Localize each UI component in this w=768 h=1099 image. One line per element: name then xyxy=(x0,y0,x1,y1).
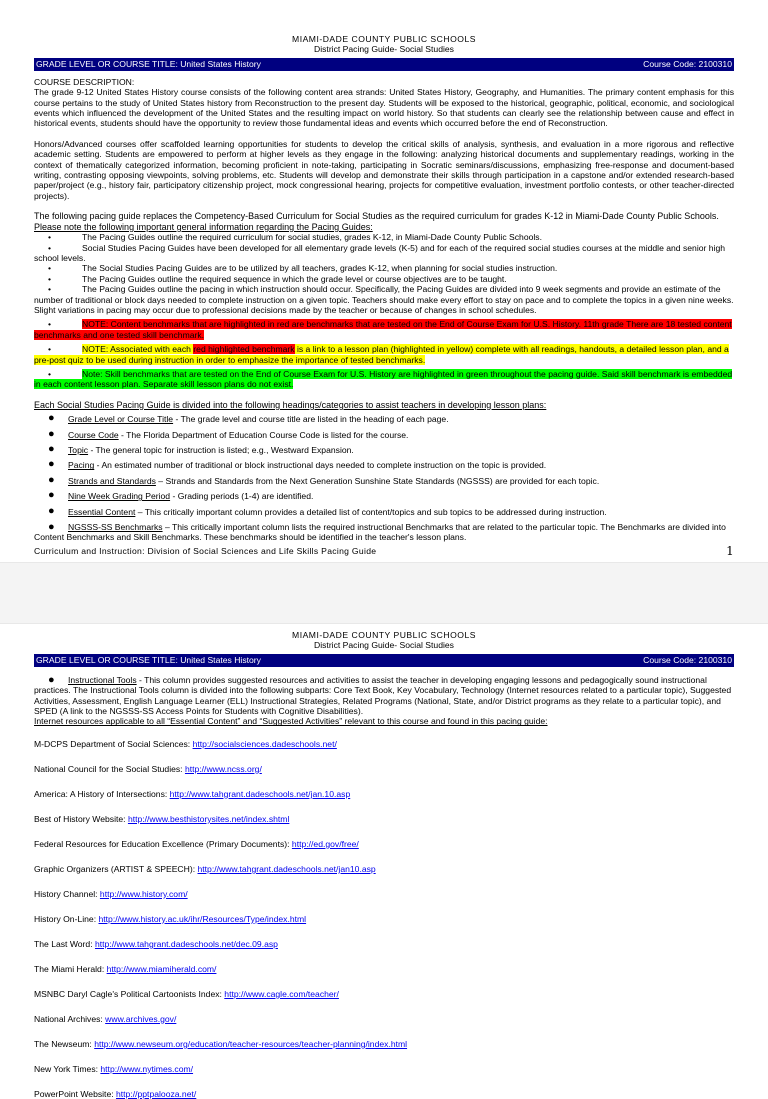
resource-link[interactable]: http://www.tahgrant.dadeschools.net/jan.10.asp xyxy=(169,788,351,799)
instructional-tools-list xyxy=(34,675,734,717)
replaces-paragraph: The following pacing guide replaces the Competency-Based Curriculum for Social Studies as the required curriculum for grades K-12 in Miami-Dade County Public Schools. xyxy=(34,211,719,222)
resource-link[interactable]: www.archives.gov/ xyxy=(105,1013,177,1024)
resource-item: Graphic Organizers (ARTIST & SPEECH): http://www.tahgrant.dadeschools.net/jan10.asp xyxy=(34,863,376,874)
resource-item: National Council for the Social Studies: http://www.ncss.org/ xyxy=(34,763,262,774)
grade-level-label: GRADE LEVEL OR COURSE TITLE: United States History xyxy=(36,58,261,69)
resource-link[interactable]: http://www.history.com/ xyxy=(99,888,188,899)
course-code: Course Code: 2100310 xyxy=(643,654,732,665)
resource-link[interactable]: http://www.tahgrant.dadeschools.net/dec.09.asp xyxy=(94,938,278,949)
green-note-item xyxy=(34,369,734,390)
page-footer xyxy=(34,543,734,558)
list-item: ● Topic - The general topic for instruction is listed; e.g., Westward Expansion. xyxy=(48,443,354,455)
page-2 xyxy=(0,624,768,1099)
page-gap xyxy=(0,562,768,624)
bullet-icon: ● xyxy=(48,458,55,471)
page-number: 1 xyxy=(726,543,734,558)
bullet-icon: • xyxy=(48,284,52,295)
green-highlight-note: Note: Skill benchmarks that are tested on the End of Course Exam for U.S. History are highlighted in green throughout the pacing guide. Said skill benchmark is embedded in each content lesson plan. Separate skill lesson plans do not exist. xyxy=(34,368,733,390)
bullet-icon: ● xyxy=(48,412,55,425)
resource-link[interactable]: http://www.besthistorysites.net/index.shtml xyxy=(127,813,290,824)
page-header xyxy=(34,624,734,651)
bullet-icon: ● xyxy=(48,673,55,686)
resource-link[interactable]: http://www.tahgrant.dadeschools.net/jan10.asp xyxy=(197,863,376,874)
resource-item: National Archives: www.archives.gov/ xyxy=(34,1013,177,1024)
resource-item: The Miami Herald: http://www.miamiherald.com/ xyxy=(34,963,217,974)
list-item: ● Grade Level or Course Title - The grade level and course title are listed in the heading of each page. xyxy=(48,412,449,425)
bullet-icon: • xyxy=(48,273,52,284)
list-item: ● NGSSS-SS Benchmarks – This critically important column lists the required instructional Benchmarks that are related to the particular topic. The Benchmarks are divided into Content Benchmarks and Skill Benchmarks. These benchmarks should be identified in the teacher's lesson plans. xyxy=(34,521,726,543)
bullet-icon: • xyxy=(48,263,52,274)
red-benchmark-swatch: red highlighted benchmark xyxy=(193,344,295,355)
course-description-heading: COURSE DESCRIPTION: xyxy=(34,76,135,87)
resource-item: History Channel: http://www.history.com/ xyxy=(34,888,188,899)
bullet-icon: • xyxy=(48,319,52,330)
list-item: • The Pacing Guides outline the required sequence in which the grade level or course objectives are to be taught. xyxy=(48,273,507,284)
bullet-icon: • xyxy=(48,368,52,379)
list-item: ● Course Code - The Florida Department of Education Course Code is listed for the course. xyxy=(48,427,409,440)
bullet-icon: ● xyxy=(48,521,55,534)
resource-item: America: A History of Intersections: http://www.tahgrant.dadeschools.net/jan.10.asp xyxy=(34,788,351,799)
bullet-icon: • xyxy=(48,232,52,243)
list-item: ● Strands and Standards – Strands and Standards from the Next Generation Sunshine State Standards (NGSSS) are provided for each topic. xyxy=(48,473,600,486)
bullet-icon: ● xyxy=(48,427,55,440)
course-title-bar xyxy=(34,58,734,71)
resource-link[interactable]: http://socialsciences.dadeschools.net/ xyxy=(192,738,337,749)
guide-title: District Pacing Guide- Social Studies xyxy=(314,44,454,55)
list-item: ● Pacing - An estimated number of traditional or block instructional days needed to complete instruction on the topic is provided. xyxy=(48,458,547,471)
resource-link[interactable]: http://www.history.ac.uk/ihr/Resources/Type/index.html xyxy=(98,913,307,924)
headings-list xyxy=(34,414,734,543)
divided-heading: Each Social Studies Pacing Guide is divided into the following headings/categories to assist teachers in developing lesson plans: xyxy=(34,399,547,410)
bullet-icon: ● xyxy=(48,443,55,455)
pacing-guide-notes xyxy=(34,232,734,390)
grade-level-label: GRADE LEVEL OR COURSE TITLE: United States History xyxy=(36,654,261,665)
resource-list xyxy=(34,739,734,1099)
list-item: • The Pacing Guides outline the required curriculum for social studies, grades K-12, in Miami-Dade County Public Schools. xyxy=(48,232,542,243)
bullet-icon: ● xyxy=(48,489,55,502)
resource-item: New York Times: http://www.nytimes.com/ xyxy=(34,1063,194,1074)
district-name: MIAMI-DADE COUNTY PUBLIC SCHOOLS xyxy=(292,630,476,640)
list-item: • The Social Studies Pacing Guides are to be utilized by all teachers, grades K-12, when planning for social studies instruction. xyxy=(48,263,558,274)
resource-item: Best of History Website: http://www.besthistorysites.net/index.shtml xyxy=(34,813,290,824)
list-item: • The Pacing Guides outline the pacing in which instruction should occur. Specifically, the Pacing Guides are divided into 9 week segments and provide an estimate of the number of traditional or block days needed to complete instruction on a given topic. Teachers should make every effort to stay on pace and to complete the topics in a given nine weeks. Slight variations in pacing may occur due to professional decisions made by the teacher or because of changes in school schedules. xyxy=(34,284,734,315)
page-header xyxy=(34,0,734,55)
yellow-note-item: • NOTE: Associated with each red highlighted benchmark is a link to a lesson plan (highlighted in yellow) complete with all readings, handouts, a detailed lesson plan, and a pre-post quiz to be used during instruction in order to emphasize the importance of tested benchmarks. xyxy=(34,344,729,365)
note-heading: Please note the following important general information regarding the Pacing Guides: xyxy=(34,221,373,232)
bullet-icon: ● xyxy=(48,473,55,486)
resource-link[interactable]: http://www.cagle.com/teacher/ xyxy=(224,988,339,999)
resource-link[interactable]: http://ed.gov/free/ xyxy=(291,838,359,849)
resource-item: The Newseum: http://www.newseum.org/education/teacher-resources/teacher-planning/index.html xyxy=(34,1038,408,1049)
resource-link[interactable]: http://www.newseum.org/education/teacher-resources/teacher-planning/index.html xyxy=(94,1038,408,1049)
footer-text: Curriculum and Instruction: Division of Social Sciences and Life Skills Pacing Guide xyxy=(34,545,377,556)
list-item: ● Essential Content – This critically important column provides a detailed list of content/topics and sub topics to be addressed during instruction. xyxy=(48,504,607,517)
internet-resources-heading: Internet resources applicable to all “Essential Content” and “Suggested Activities” relevant to this course and found in this pacing guide: xyxy=(34,716,548,727)
red-highlight-note: NOTE: Content benchmarks that are highlighted in red are benchmarks that are tested on the End of Course Exam for U.S. History. 11th grade There are 18 tested content benchmarks and one tested skill benchmark. xyxy=(34,319,732,340)
guide-title: District Pacing Guide- Social Studies xyxy=(314,640,454,651)
course-code: Course Code: 2100310 xyxy=(643,58,732,69)
resource-link[interactable]: http://www.nytimes.com/ xyxy=(100,1063,194,1074)
resource-item: Federal Resources for Education Excellence (Primary Documents): http://ed.gov/free/ xyxy=(34,838,359,849)
list-item: ● Instructional Tools - This column provides suggested resources and activities to assist the teacher in developing engaging lessons and pedagogically sound instructional practices. The Instructional Tools column is divided into the following subparts: Core Text Book, Key Vocabulary, Technology (Internet resources related to a particular topic), Suggested Activities, Assessment, English Language Learner (ELL) Instructional Strategies, Related Programs (National, State, and/or District programs as they relate to a particular topic), and SPED (A link to the NGSSS-SS Access Points for Students with Cognitive Disabilities). xyxy=(34,673,732,717)
resource-item: The Last Word: http://www.tahgrant.dadeschools.net/dec.09.asp xyxy=(34,938,278,949)
honors-paragraph: Honors/Advanced courses offer scaffolded learning opportunities for students to develop the critical skills of analysis, synthesis, and evaluation in a more rigorous and reflective academic setting. Students are empowered to perform at higher levels as they engage in the following: analyzing historical documents and supplementary readings, working in the context of thematically categorized information, becoming proficient in note-taking, participating in Socratic seminars/discussions, emphasizing free-response and document-based writing, contrasting opposing viewpoints, solving problems, etc. Students will develop and demonstrate their skills through participation in a capstone and/or extended research-based paper/project (e.g., history fair, participatory citizenship project, mock congressional hearing, projects for competitive evaluation, investment portfolio contests, or other teacher-directed projects). xyxy=(34,138,734,201)
bullet-icon: • xyxy=(48,242,52,253)
list-item: ● Nine Week Grading Period - Grading periods (1-4) are identified. xyxy=(48,489,314,502)
resource-item: MSNBC Daryl Cagle's Political Cartoonists Index: http://www.cagle.com/teacher/ xyxy=(34,988,339,999)
district-name: MIAMI-DADE COUNTY PUBLIC SCHOOLS xyxy=(292,34,476,44)
bullet-icon: ● xyxy=(48,504,55,517)
bullet-icon: • xyxy=(48,344,52,355)
resource-link[interactable]: http://pptpalooza.net/ xyxy=(116,1088,197,1099)
resource-link[interactable]: http://www.miamiherald.com/ xyxy=(106,963,217,974)
resource-item: PowerPoint Website: http://pptpalooza.net/ xyxy=(34,1088,197,1099)
resource-item: History On-Line: http://www.history.ac.uk/ihr/Resources/Type/index.html xyxy=(34,913,307,924)
course-title-bar xyxy=(34,654,734,667)
course-description-paragraph: The grade 9-12 United States History course consists of the following content area strands: United States History, Geography, and Humanities. The primary content emphasis for this course pertains to the study of United States history from Reconstruction to the present day. Students will be exposed to the historical, geographic, political, economic, and sociological events which influenced the development of the United States and the resulting impact on world history. So that students can clearly see the relationship between cause and effect in historical events, students should have the opportunity to review those fundamental ideas and events which occurred before the end of Reconstruction. xyxy=(34,87,734,129)
red-note-item xyxy=(34,319,734,340)
list-item: • Social Studies Pacing Guides have been developed for all elementary grade levels (K-5) and for each of the required social studies courses at the middle and senior high school levels. xyxy=(34,242,725,263)
resource-link[interactable]: http://www.ncss.org/ xyxy=(184,763,262,774)
resource-item: M-DCPS Department of Social Sciences: http://socialsciences.dadeschools.net/ xyxy=(34,738,337,749)
